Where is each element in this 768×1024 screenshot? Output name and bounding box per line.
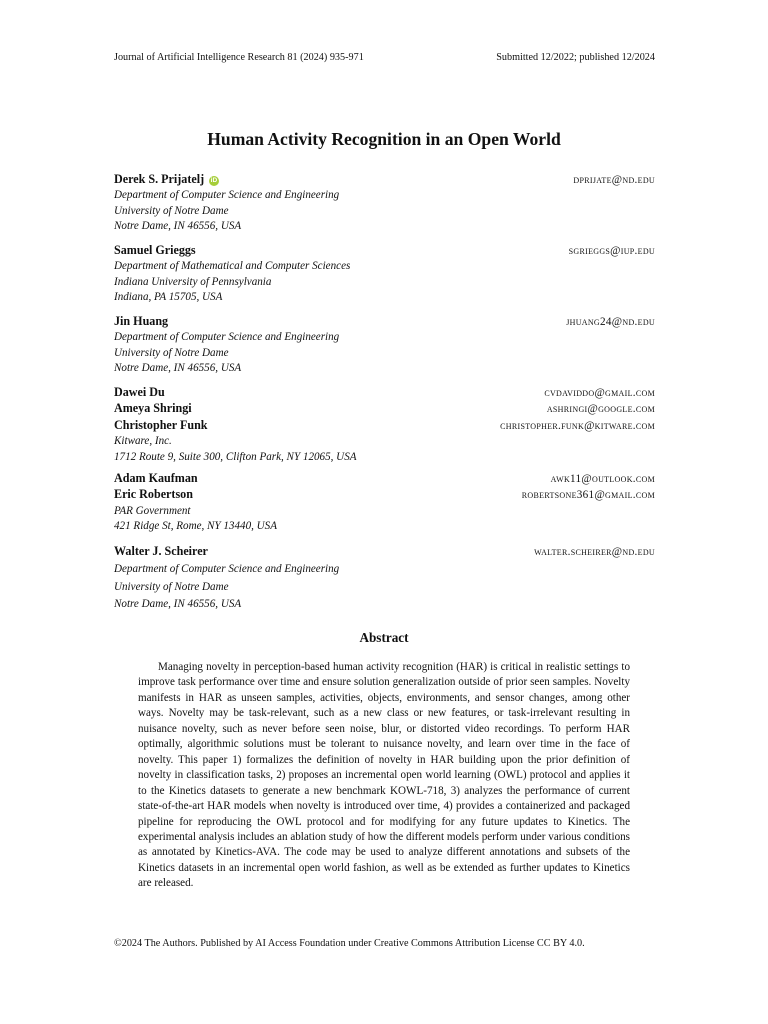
author-group — [114, 543, 655, 614]
running-header — [114, 52, 655, 64]
affiliation-line: Notre Dame, IN 46556, USA — [114, 362, 242, 375]
affiliation-line: Indiana University of Pennsylvania — [114, 275, 272, 288]
affiliation-line: University of Notre Dame — [114, 580, 229, 593]
orcid-icon[interactable]: iD — [210, 177, 218, 184]
author-email[interactable]: sgrieggs@iup.edu — [568, 245, 655, 257]
affiliation-line: Department of Computer Science and Engineering — [114, 189, 340, 202]
author-email[interactable]: robertsone361@gmail.com — [521, 489, 655, 502]
affiliation-line: Indiana, PA 15705, USA — [114, 291, 223, 304]
author-email[interactable]: jhuang24@nd.edu — [566, 316, 655, 328]
affiliation-line: Department of Computer Science and Engineering — [114, 563, 340, 576]
author-group — [114, 172, 655, 235]
affiliation-line: Department of Mathematical and Computer Sciences — [114, 260, 351, 273]
author-name: Adam Kaufman — [114, 471, 198, 485]
author-row — [114, 487, 655, 503]
affiliation-line: PAR Government — [114, 504, 191, 517]
author-row — [114, 243, 655, 259]
author-row — [114, 172, 655, 188]
author-name: Samuel Grieggs — [114, 243, 196, 257]
affiliation-line: Kitware, Inc. — [114, 435, 172, 448]
author-row — [114, 471, 655, 487]
author-group — [114, 385, 655, 465]
author-name: Jin Huang — [114, 314, 169, 328]
author-group — [114, 314, 655, 377]
affiliation-line: Notre Dame, IN 46556, USA — [114, 598, 242, 611]
author-name: Derek S. Prijatelj — [114, 172, 205, 186]
author-email[interactable]: dprijate@nd.edu — [573, 174, 655, 186]
author-name: Eric Robertson — [114, 487, 193, 502]
author-email[interactable]: christopher.funk@kitware.com — [500, 419, 655, 432]
license-footer: ©2024 The Authors. Published by AI Access Foundation under Creative Commons Attribution License CC BY 4.0. — [114, 938, 585, 949]
author-name: Dawei Du — [114, 385, 165, 399]
author-row — [114, 314, 655, 330]
affiliation-line: Notre Dame, IN 46556, USA — [114, 220, 242, 233]
abstract-heading: Abstract — [359, 630, 409, 645]
author-row — [114, 401, 655, 417]
author-row — [114, 418, 655, 434]
author-email[interactable]: walter.scheirer@nd.edu — [534, 546, 655, 558]
affiliation-line: 421 Ridge St, Rome, NY 13440, USA — [114, 520, 278, 533]
abstract-text: Managing novelty in perception-based human activity recognition (HAR) is critical in realistic settings to improve task performance over time and ensure solution generalization outside of prior seen samples. Novelty manifests in HAR as unseen samples, activities, objects, environments, and sensor changes, among other ways. Novelty may be task-relevant, such as a new class or new features, or task-irrelevant resulting in nuisance novelty, such as never before seen noise, blur, or distorted video recordings. To perform HAR optimally, algorithmic solutions must be tolerant to nuisance novelty, and learn over time in the face of novelty. This paper 1) formalizes the definition of novelty in HAR building upon the prior definition of novelty in classification tasks, 2) proposes an incremental open world learning (OWL) protocol and applies it to the Kinetics datasets to generate a new benchmark KOWL-718, 3) analyzes the performance of current state-of-the-art HAR models when novelty is introduced over time, 4) provides a containerized and packaged pipeline for reproducing the OWL protocol and for modifying for any future updates to Kinetics. The experimental analysis includes an ablation study of how the different models perform under various conditions as annotated by Kinetics-AVA. The code may be used to analyze different annotations and subsets of the Kinetics datasets in an incremental open world fashion, as well as be extended as further updates to Kinetics are released. — [138, 661, 630, 890]
affiliation-line: Department of Computer Science and Engineering — [114, 331, 340, 344]
author-row — [114, 385, 655, 401]
affiliation-line: University of Notre Dame — [114, 346, 229, 359]
author-row — [114, 543, 655, 561]
author-group — [114, 243, 655, 306]
affiliation-line: 1712 Route 9, Suite 300, Clifton Park, NY 12065, USA — [114, 450, 357, 463]
author-name: Christopher Funk — [114, 417, 208, 432]
author-email[interactable]: cvdaviddo@gmail.com — [544, 387, 655, 399]
author-name: Walter J. Scheirer — [114, 544, 208, 558]
author-email[interactable]: ashringi@google.com — [546, 403, 655, 416]
paper-title: Human Activity Recognition in an Open World — [207, 129, 561, 149]
author-email[interactable]: awk11@outlook.com — [550, 473, 655, 485]
author-name: Ameya Shringi — [114, 401, 192, 416]
submission-dates: Submitted 12/2022; published 12/2024 — [496, 52, 655, 63]
journal-citation: Journal of Artificial Intelligence Research 81 (2024) 935-971 — [114, 52, 364, 63]
affiliation-line: University of Notre Dame — [114, 204, 229, 217]
author-group — [114, 471, 655, 535]
